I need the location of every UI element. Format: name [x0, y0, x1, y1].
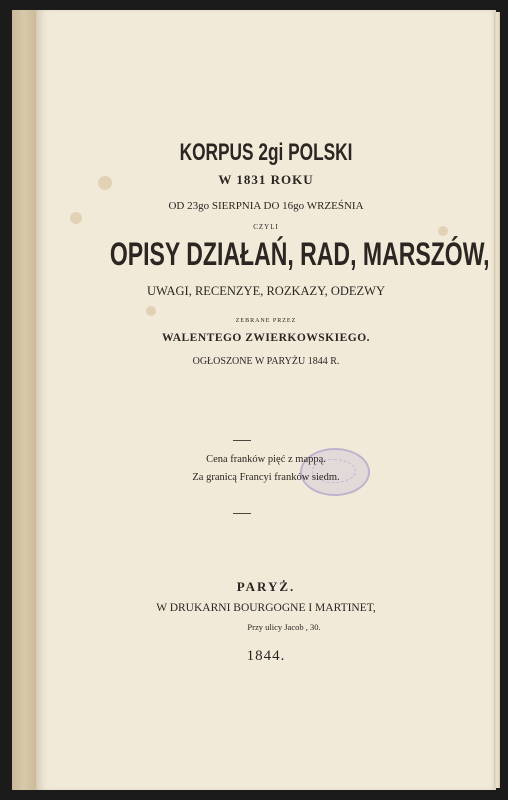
- divider-bottom: [233, 513, 251, 514]
- collected-by: ZEBRANE PRZEZ: [235, 318, 297, 324]
- czyli-word: CZYLI: [253, 223, 279, 231]
- imprint-city: PARYŻ.: [236, 579, 296, 594]
- title-page-paper: [36, 10, 496, 790]
- subtitle-main: OPISY DZIAŁAŃ, RAD, MARSZÓW,: [109, 236, 490, 272]
- price-line-2: Za granicą Francyi franków siedm.: [192, 472, 340, 483]
- imprint-year: 1844.: [246, 648, 286, 664]
- imprint-street: Przy ulicy Jacob , 30.: [247, 622, 321, 632]
- publication-note: OGŁOSZONE W PARYŻU 1844 R.: [192, 356, 340, 367]
- date-range: OD 23go SIERPNIA DO 16go WRZEŚNIA: [168, 200, 364, 212]
- author-name: WALENTEGO ZWIERKOWSKIEGO.: [161, 332, 371, 344]
- price-line-1: Cena franków pięć z mappą.: [206, 454, 326, 465]
- imprint-printer: W DRUKARNI BOURGOGNE I MARTINET,: [156, 602, 376, 614]
- title-main: KORPUS 2gi POLSKI: [179, 139, 353, 166]
- title-year: W 1831 ROKU: [218, 172, 314, 187]
- foxing-stain: [146, 306, 156, 316]
- subtitle-second: UWAGI, RECENZYE, ROZKAZY, ODEZWY: [147, 284, 385, 298]
- divider-top: [233, 440, 251, 441]
- page-edge: [494, 12, 500, 788]
